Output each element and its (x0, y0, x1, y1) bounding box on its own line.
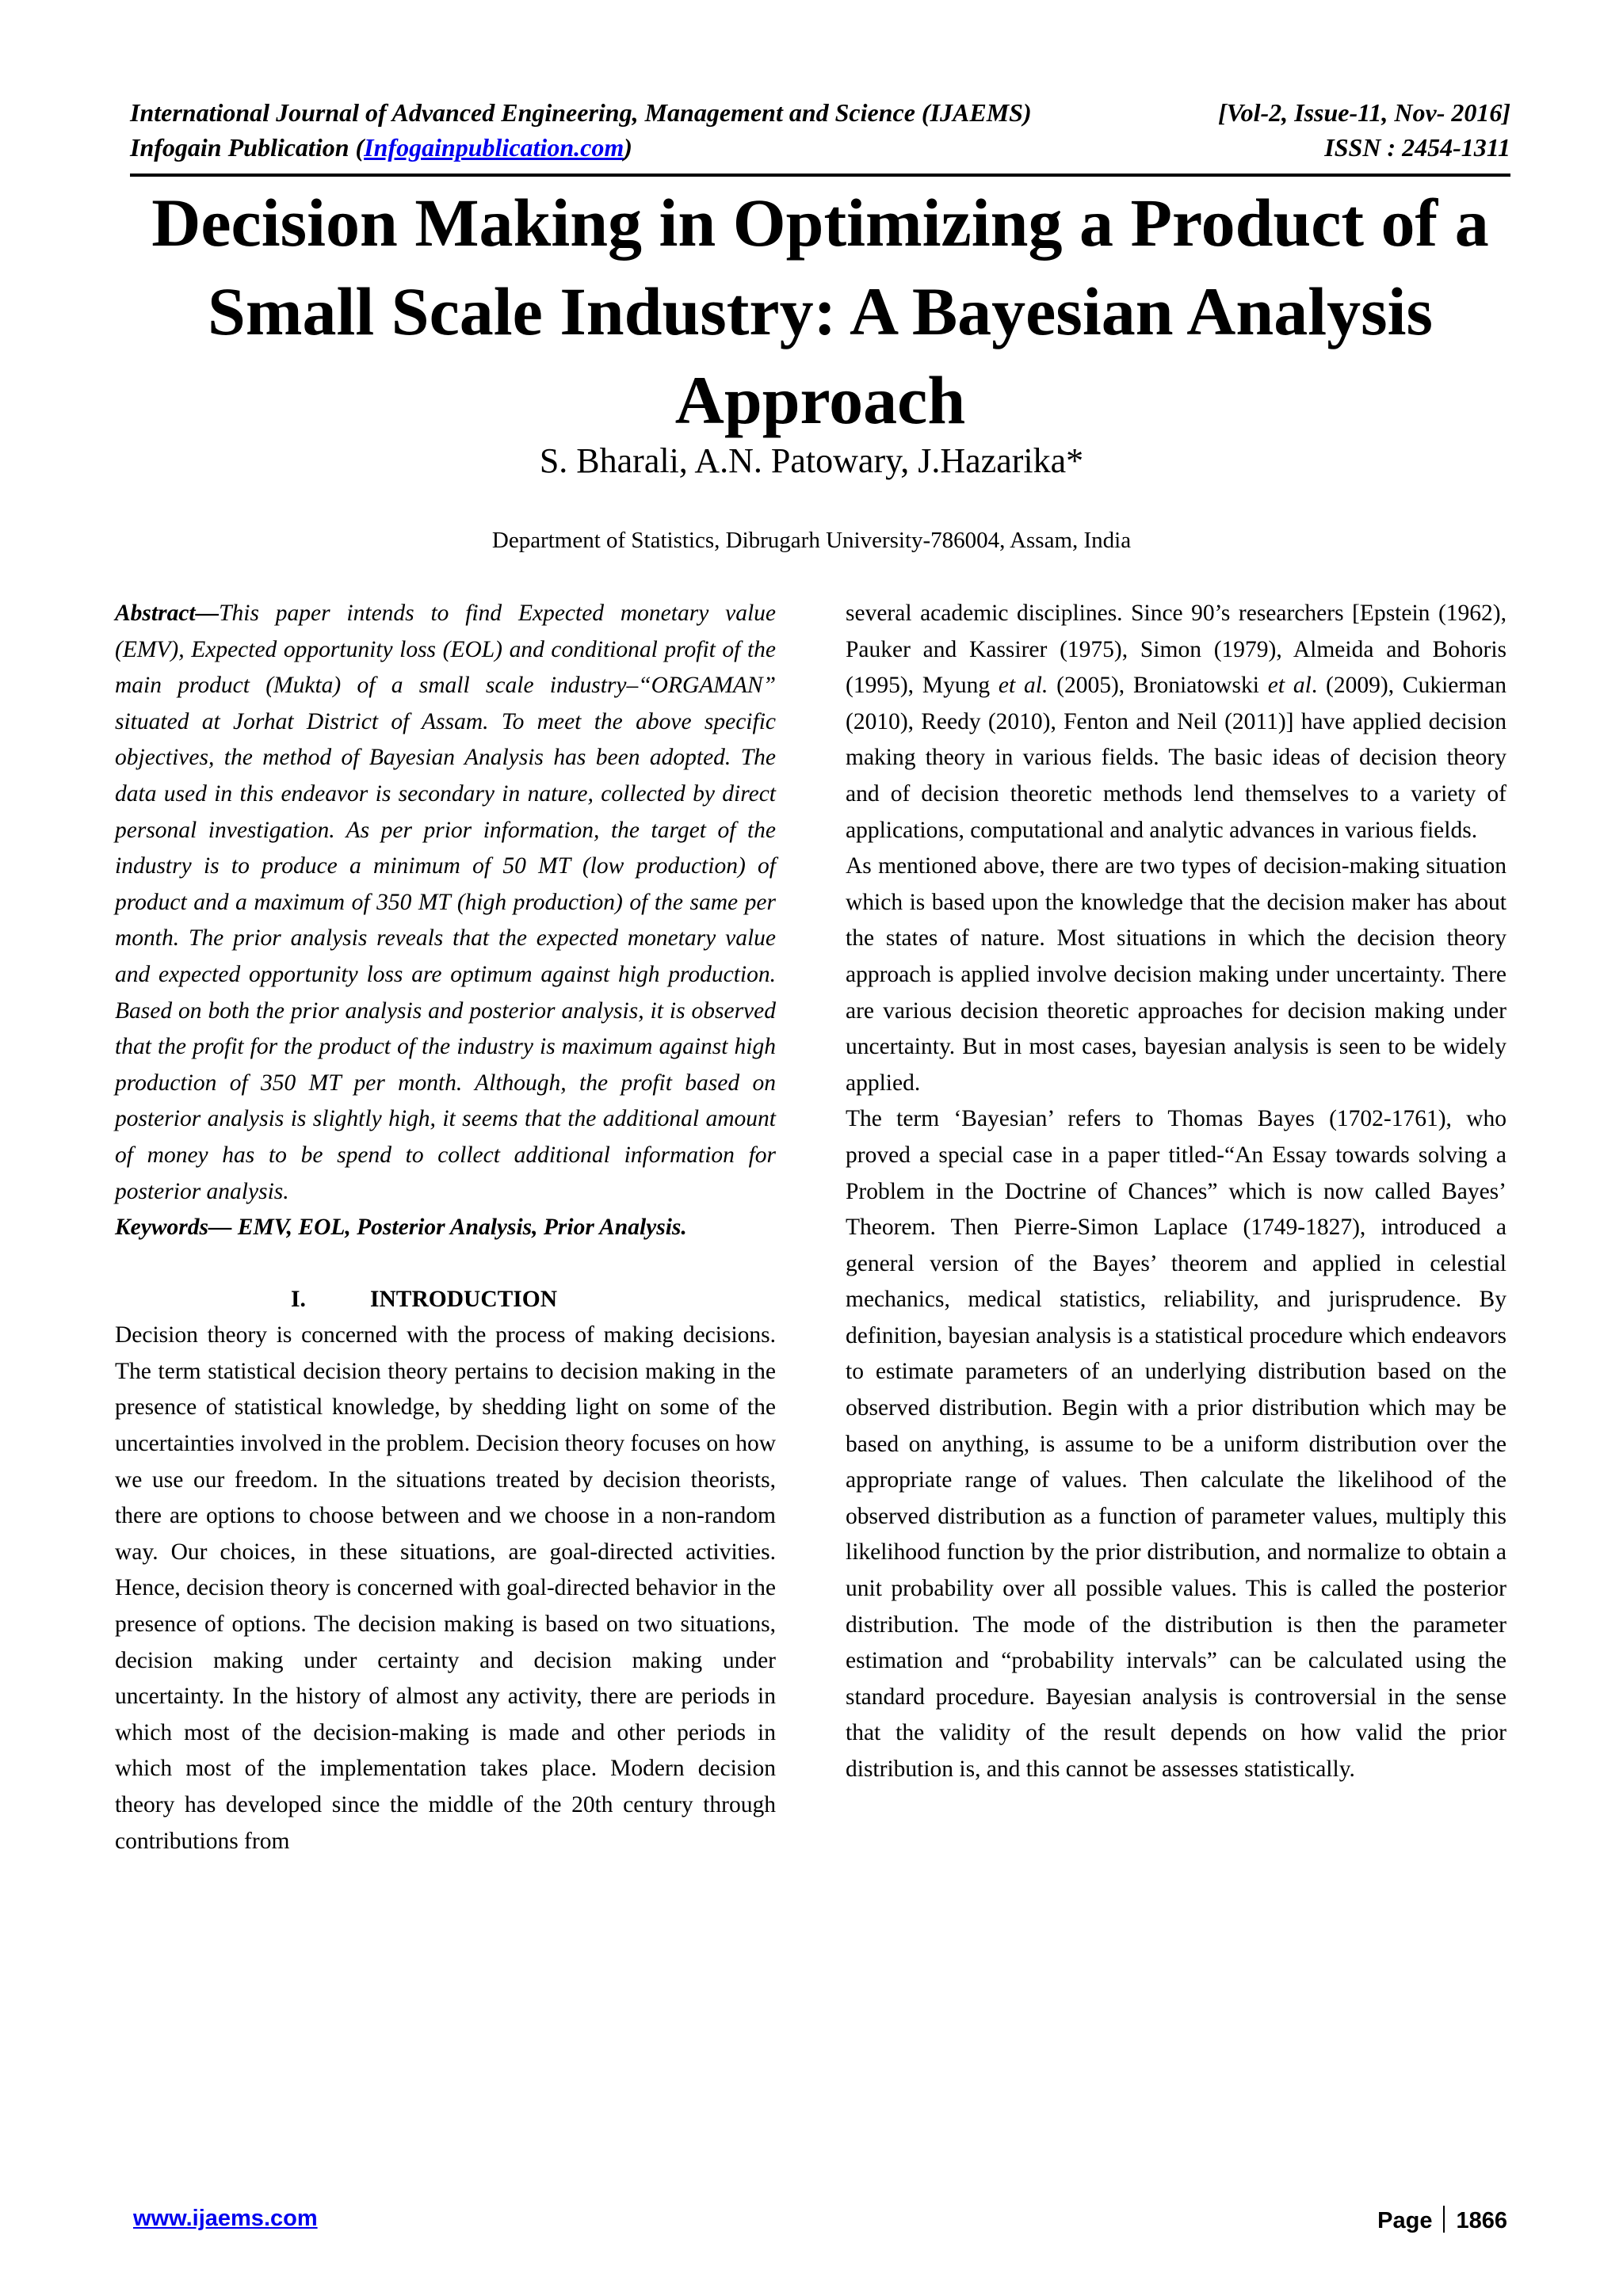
intro-paragraph: Decision theory is concerned with the process of making decisions. The term statistical decision theory pertains to decision making in the presence of statistical knowledge, by shedding light on some of the uncertainties involved in the problem. Decision theory focuses on how we use our freedom. In the situations treated by decision theorists, there are options to choose between and we choose in a non-random way. Our choices, in these situations, are goal-directed activities. Hence, decision theory is concerned with goal-directed behavior in the presence of options. The decision making is based on two situations, decision making under certainty and decision making under uncertainty. In the history of almost any activity, there are periods in which most of the decision-making is made and other periods in which most of the implementation takes place. Modern decision theory has developed since the middle of the 20th century through contributions from (115, 1322, 776, 1854)
volume-info: [Vol-2, Issue-11, Nov- 2016] (1218, 98, 1510, 127)
keywords: Keywords— EMV, EOL, Posterior Analysis, Prior Analysis. (115, 1215, 687, 1241)
abstract (115, 596, 776, 1210)
section-heading (115, 1282, 776, 1318)
section-number: I. (291, 1286, 306, 1312)
bayesian-paragraph: The term ‘Bayesian’ refers to Thomas Bayes (1702-1761), who proved a special case in a paper titled-“An Essay towards solving a Problem in the Doctrine of Chances” which is now called Bayes’ Theorem. Then Pierre-Simon Laplace (1749-1827), introduced a general version of the Bayes’ theorem and applied in celestial mechanics, medical statistics, reliability, and jurisprudence. By definition, bayesian analysis is a statistical procedure which endeavors to estimate parameters of an underlying distribution based on the observed distribution. Begin with a prior distribution which may be based on anything, is assume to be a uniform distribution over the appropriate range of values. Then calculate the likelihood of the observed distribution as a function of parameter values, multiply this likelihood function by the prior distribution, and normalize to obtain a unit probability over all possible values. This is called the posterior distribution. The mode of the distribution is then the parameter estimation and “probability intervals” can be calculated using the standard procedure. Bayesian analysis is controversial in the sense that the validity of the result depends on how valid the prior distribution is, and this cannot be assesses statistically. (846, 1106, 1507, 1782)
paper-title: Decision Making in Optimizing a Product of a Small Scale Industry: A Bayesian Analysis Approach (151, 185, 1489, 438)
page-number: Page 1866 (1377, 2206, 1507, 2234)
abstract-label: Abstract— (115, 601, 220, 626)
affiliation: Department of Statistics, Dibrugarh University-786004, Assam, India (491, 528, 1132, 553)
authors: S. Bharali, A.N. Patowary, J.Hazarika* (539, 441, 1084, 480)
publisher-link[interactable]: Infogainpublication.com (364, 133, 624, 162)
running-header (130, 95, 1510, 165)
header-divider (130, 174, 1510, 177)
left-column (115, 596, 776, 1859)
right-column (846, 596, 1507, 1788)
abstract-text: This paper intends to find Expected monetary value (EMV), Expected opportunity loss (EOL) and conditional profit of the main product (Mukta) of a small scale industry–“ORGAMAN” situated at Jorhat District of Assam. To meet the above specific objectives, the method of Bayesian Analysis has been adopted. The data used in this endeavor is secondary in nature, collected by direct personal investigation. As per prior information, the target of the industry is to produce a minimum of 50 MT (low production) of product and a maximum of 350 MT (high production) of the same per month. The prior analysis reveals that the expected monetary value and expected opportunity loss are optimum against high production. Based on both the prior analysis and posterior analysis, it is observed that the profit for the product of the industry is maximum against high production of 350 MT per month. Although, the profit based on posterior analysis is slightly high, it seems that the additional amount of money has to be spend to collect additional information for posterior analysis. (115, 601, 776, 1204)
journal-name: International Journal of Advanced Engineering, Management and Science (IJAEMS) (130, 98, 1032, 127)
decision-situations-paragraph: As mentioned above, there are two types of decision-making situation which is based upon the knowledge that the decision maker has about the states of nature. Most situations in which the decision theory approach is applied involve decision making under uncertainty. There are various decision theoretic approaches for decision making under uncertainty. But in most cases, bayesian analysis is seen to be widely applied. (846, 853, 1507, 1096)
intro-paragraph-cont: several academic disciplines. Since 90’s researchers [Epstein (1962), Pauker and Kassirer (1975), Simon (1979), Almeida and Bohoris (1995), Myung et al. (2005), Broniatowski et al. (2009), Cukierman (2010), Reedy (2010), Fenton and Neil (2011)] have applied decision making theory in various fields. The basic ideas of decision theory and of decision theoretic methods lend themselves to a variety of applications, computational and analytic advances in various fields. (846, 601, 1507, 843)
footer-website-link[interactable]: www.ijaems.com (133, 2206, 318, 2231)
issn: ISSN : 2454-1311 (1324, 133, 1510, 162)
publisher-line: Infogain Publication (Infogainpublication.com) (130, 133, 632, 162)
section-title: INTRODUCTION (370, 1286, 558, 1312)
